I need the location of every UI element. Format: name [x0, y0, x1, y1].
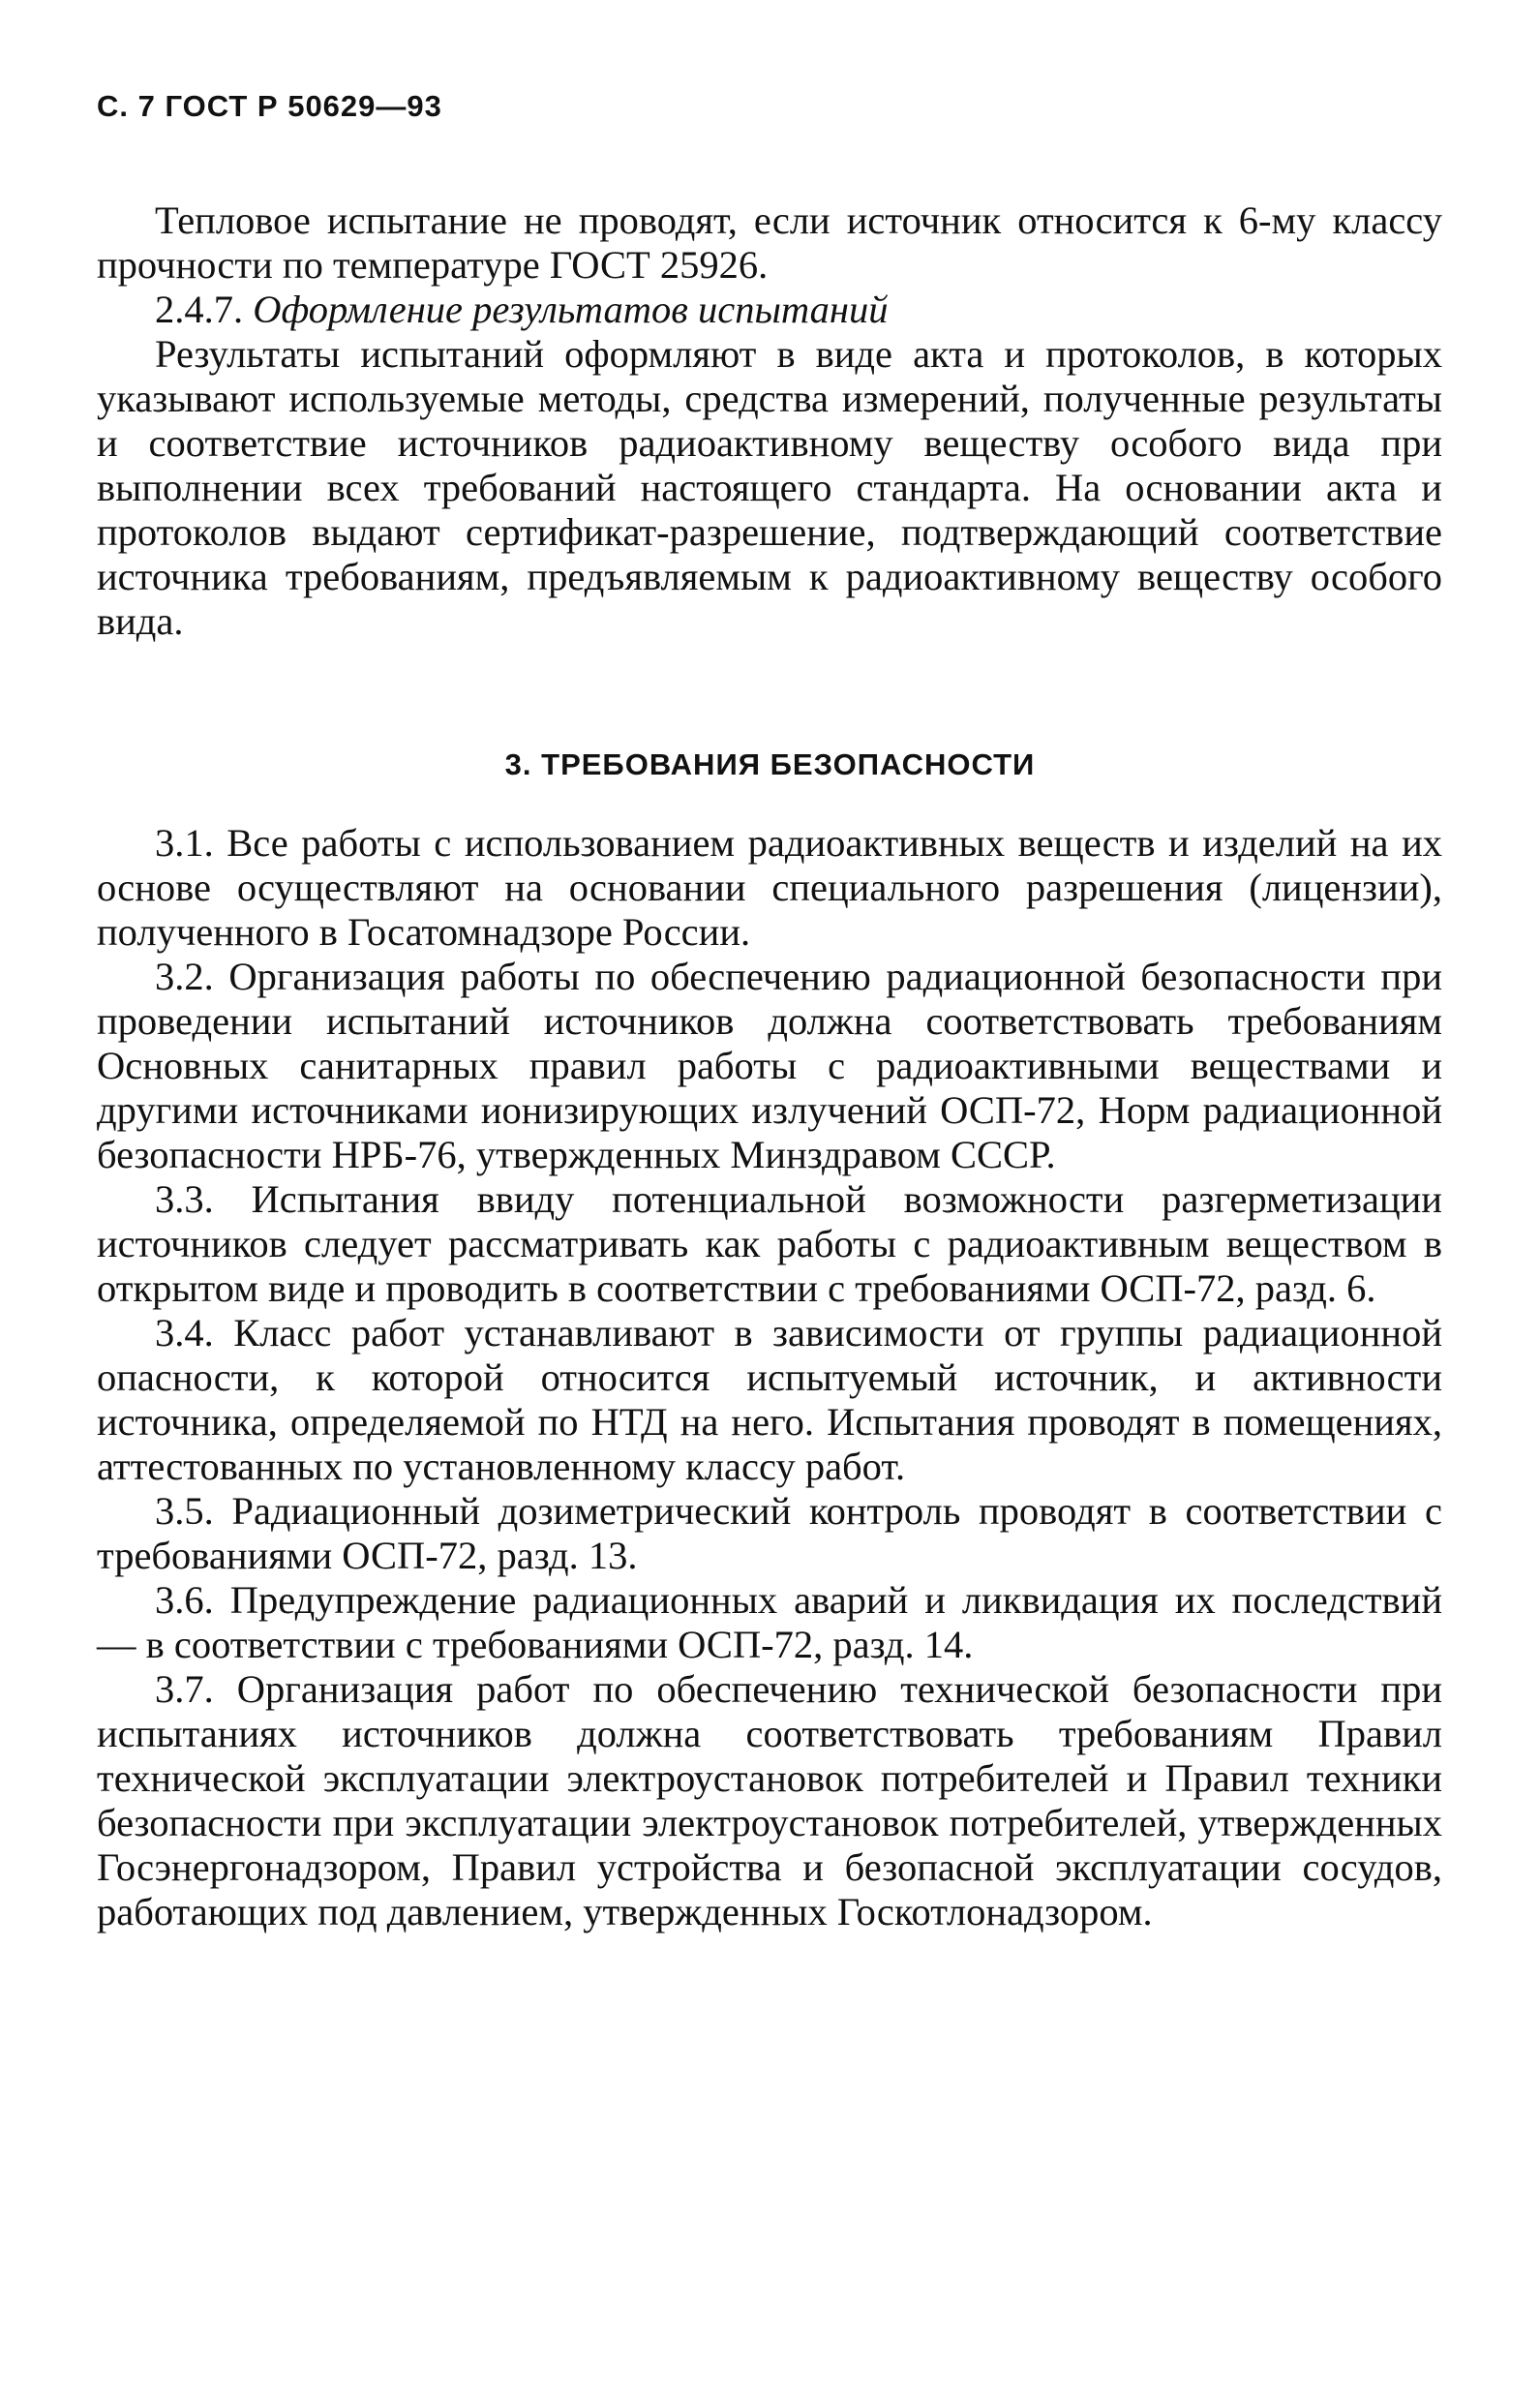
- clause-number: 2.4.7.: [155, 288, 244, 331]
- clause-3-2: 3.2. Организация работы по обеспечению радиационной безопасности при проведении испытаний источников должна соответствовать требованиям Основных санитарных правил работы с радиоактивными веществами и другими источниками ионизирующих излучений ОСП-72, Норм радиационной безопасности НРБ-76, утвержденных Минздравом СССР.: [97, 955, 1442, 1176]
- section-3-body: [97, 821, 1442, 1934]
- clause-3-3: 3.3. Испытания ввиду потенциальной возможности разгерметизации источников следует рассматривать как работы с радиоактивным веществом в открытом виде и проводить в соответствии с требованиями ОСП-72, разд. 6.: [97, 1177, 1442, 1310]
- running-header: С. 7 ГОСТ Р 50629—93: [97, 89, 442, 123]
- clause-title: Оформление результатов испытаний: [253, 288, 889, 331]
- clause-3-6: 3.6. Предупреждение радиационных аварий и ликвидация их последствий — в соответствии с требованиями ОСП-72, разд. 14.: [97, 1578, 1442, 1666]
- section-2-continuation: [97, 198, 1442, 644]
- section-3-title: 3. ТРЕБОВАНИЯ БЕЗОПАСНОСТИ: [504, 747, 1036, 781]
- paragraph-thermal-test: Тепловое испытание не проводят, если источник относится к 6-му классу прочности по температуре ГОСТ 25926.: [97, 198, 1442, 287]
- clause-3-5: 3.5. Радиационный дозиметрический контроль проводят в соответствии с требованиями ОСП-72, разд. 13.: [97, 1489, 1442, 1577]
- clause-3-4: 3.4. Класс работ устанавливают в зависимости от группы радиационной опасности, к которой относится испытуемый источник, и активности источника, определяемой по НТД на него. Испытания проводят в помещениях, аттестованных по установленному классу работ.: [97, 1311, 1442, 1488]
- paragraph-results: Результаты испытаний оформляют в виде акта и протоколов, в которых указывают используемые методы, средства измерений, полученные результаты и соответствие источников радиоактивному веществу особого вида при выполнении всех требований настоящего стандарта. На основании акта и протоколов выдают сертификат-разрешение, подтверждающий соответствие источника требованиям, предъявляемым к радиоактивному веществу особого вида.: [97, 332, 1442, 643]
- clause-3-7: 3.7. Организация работ по обеспечению технической безопасности при испытаниях источников должна соответствовать требованиям Правил технической эксплуатации электроустановок потребителей и Правил техники безопасности при эксплуатации электроустановок потребителей, утвержденных Госэнергонадзором, Правил устройства и безопасной эксплуатации сосудов, работающих под давлением, утвержденных Госкотлонадзором.: [97, 1667, 1442, 1933]
- clause-3-1: 3.1. Все работы с использованием радиоактивных веществ и изделий на их основе осуществляют на основании специального разрешения (лицензии), полученного в Госатомнадзоре России.: [97, 821, 1442, 954]
- clause-2-4-7-heading: [97, 288, 1442, 332]
